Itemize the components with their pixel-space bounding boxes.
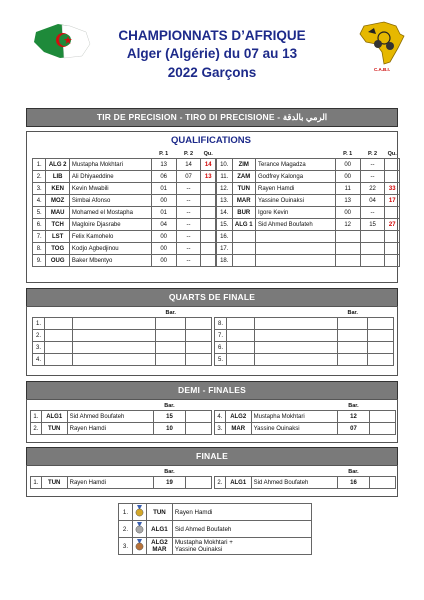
player-name: Simbai Afonso — [69, 195, 151, 207]
empty-cell — [44, 342, 72, 354]
empty-cell — [254, 342, 337, 354]
row-number: 1. — [33, 159, 46, 171]
score-p1 — [335, 255, 360, 267]
player-name: Rayen Hamdi — [256, 183, 336, 195]
bar-header: Bar. — [347, 309, 358, 316]
score-p1: 13 — [335, 195, 360, 207]
empty-cell — [226, 354, 254, 366]
empty-cell — [44, 354, 72, 366]
qu-header: Qu. — [387, 150, 397, 157]
row-number: 10. — [217, 159, 233, 171]
score-qualification — [201, 195, 216, 207]
score-p2: -- — [176, 243, 201, 255]
quarts-row — [215, 342, 394, 354]
finale-banner: FINALE — [26, 447, 398, 466]
row-number: 3. — [215, 423, 226, 435]
score-p2: -- — [176, 255, 201, 267]
country-code: TCH — [46, 219, 69, 231]
player-name: Ali Dhiyaeddine — [69, 171, 151, 183]
empty-cell — [156, 330, 186, 342]
score-qualification — [385, 159, 400, 171]
player-name: Godfrey Kalonga — [256, 171, 336, 183]
quarts-left-table — [32, 308, 212, 366]
empty-cell — [226, 342, 254, 354]
score-p1: 11 — [335, 183, 360, 195]
qualification-row — [33, 243, 216, 255]
event-year-category: 2022 Garçons — [167, 65, 257, 80]
score-p1: 13 — [151, 159, 176, 171]
qualification-row — [33, 195, 216, 207]
score-qualification — [201, 255, 216, 267]
podium-name: Sid Ahmed Boufateh — [172, 521, 311, 538]
player-name: Igore Kevin — [256, 207, 336, 219]
country-code: ALG1 — [41, 411, 67, 423]
country-code — [232, 243, 255, 255]
medal-cell — [132, 504, 146, 521]
bronze-medal-icon — [135, 546, 144, 553]
player-name: Magloire Djasrabe — [69, 219, 151, 231]
score-p2 — [360, 255, 385, 267]
country-code — [232, 255, 255, 267]
demi-row — [31, 423, 212, 435]
empty-cell — [186, 342, 212, 354]
empty-cell — [368, 342, 394, 354]
empty-cell — [72, 342, 155, 354]
player-name: Yassine Ouinaksi — [251, 423, 337, 435]
score-p1: 04 — [151, 219, 176, 231]
qualifications-title: QUALIFICATIONS — [170, 135, 252, 146]
finale-left-name: Rayen Hamdi — [67, 477, 153, 489]
score-qualification — [385, 171, 400, 183]
qualifications-left-table — [32, 149, 216, 267]
quarts-row — [215, 330, 394, 342]
score-p2: -- — [176, 183, 201, 195]
qualification-row — [217, 207, 400, 219]
player-name — [256, 243, 336, 255]
score-p1: 12 — [335, 219, 360, 231]
country-code: ALG2 — [225, 411, 251, 423]
player-name: Terance Magadza — [256, 159, 336, 171]
finale-right-table — [214, 467, 396, 489]
qualification-row — [217, 219, 400, 231]
empty-cell — [254, 330, 337, 342]
qualification-row — [217, 255, 400, 267]
podium-table — [118, 503, 312, 555]
empty-cell — [156, 342, 186, 354]
row-number: 8. — [215, 318, 227, 330]
score-p1: 01 — [151, 207, 176, 219]
p2-header: P. 2 — [184, 150, 194, 157]
bar-header: Bar. — [164, 402, 175, 409]
country-code: OUG — [46, 255, 69, 267]
score-qualification: 13 — [201, 171, 216, 183]
qualification-row — [33, 219, 216, 231]
qualifications-right-table — [216, 149, 400, 267]
empty-cell — [338, 318, 368, 330]
score-p2: -- — [360, 207, 385, 219]
empty-cell — [338, 330, 368, 342]
player-name: Sid Ahmed Boufateh — [67, 411, 153, 423]
score-qualification — [385, 231, 400, 243]
page-title: CHAMPIONNATS D’AFRIQUE — [118, 28, 306, 43]
demi-left-table — [30, 401, 212, 435]
finale-right-code: ALG1 — [225, 477, 251, 489]
score-p1: 00 — [335, 171, 360, 183]
row-number: 5. — [33, 207, 46, 219]
empty-cell — [338, 342, 368, 354]
score-qualification: 17 — [385, 195, 400, 207]
medal-cell — [132, 538, 146, 555]
country-code: KEN — [46, 183, 69, 195]
p1-header: P. 1 — [343, 150, 353, 157]
empty-cell — [370, 423, 396, 435]
podium-name: Rayen Hamdi — [172, 504, 311, 521]
event-location-dates: Alger (Algérie) du 07 au 13 — [126, 46, 298, 61]
score-qualification: 33 — [385, 183, 400, 195]
player-name — [256, 231, 336, 243]
row-number: 12. — [217, 183, 233, 195]
podium-rank: 3. — [119, 538, 133, 555]
row-number: 2. — [33, 330, 45, 342]
row-number: 13. — [217, 195, 233, 207]
score-p2: 22 — [360, 183, 385, 195]
bar-header: Bar. — [348, 402, 359, 409]
score-p1 — [335, 243, 360, 255]
row-number: 7. — [215, 330, 227, 342]
quarts-row — [215, 318, 394, 330]
empty-cell — [186, 318, 212, 330]
score-qualification — [385, 207, 400, 219]
medal-cell — [132, 521, 146, 538]
quarts-right-table — [214, 308, 394, 366]
row-number: 4. — [33, 354, 45, 366]
qualification-row — [217, 231, 400, 243]
empty-cell — [72, 354, 155, 366]
quarts-row — [33, 342, 212, 354]
score-p1: 06 — [151, 171, 176, 183]
player-name: Baker Mbentyo — [69, 255, 151, 267]
empty-cell — [338, 354, 368, 366]
qualification-row — [217, 171, 400, 183]
empty-cell — [72, 330, 155, 342]
qualification-row — [33, 171, 216, 183]
score-p2: -- — [176, 231, 201, 243]
country-code: MOZ — [46, 195, 69, 207]
empty-cell — [186, 354, 212, 366]
empty-cell — [186, 330, 212, 342]
qu-header: Qu. — [203, 150, 213, 157]
row-number: 17. — [217, 243, 233, 255]
empty-cell — [156, 354, 186, 366]
qualification-row — [33, 159, 216, 171]
row-number: 1. — [31, 411, 42, 423]
qualification-row — [217, 243, 400, 255]
score-qualification: 27 — [385, 219, 400, 231]
score-p1: 00 — [151, 255, 176, 267]
empty-cell — [368, 330, 394, 342]
logo-text: C.A.B.I. — [373, 67, 390, 72]
empty-cell — [72, 318, 155, 330]
row-number: 6. — [33, 219, 46, 231]
player-name: Mustapha Mokhtari — [251, 411, 337, 423]
player-name: Mohamed el Mostapha — [69, 207, 151, 219]
country-code: BUR — [232, 207, 255, 219]
p2-header: P. 2 — [368, 150, 378, 157]
score-p2 — [360, 231, 385, 243]
bar-header: Bar. — [164, 468, 175, 475]
country-code: MAR — [232, 195, 255, 207]
country-code: TUN — [41, 423, 67, 435]
precision-banner: TIR DE PRECISION - TIRO DI PRECISIONE - الرمي بالدقة — [26, 108, 398, 127]
qualification-row — [217, 195, 400, 207]
bar-score: 10 — [153, 423, 185, 435]
empty-cell — [226, 318, 254, 330]
score-p2: -- — [360, 171, 385, 183]
score-p2 — [360, 243, 385, 255]
row-number: 14. — [217, 207, 233, 219]
bar-header: Bar. — [348, 468, 359, 475]
qualification-row — [33, 255, 216, 267]
podium-country: ALG2 MAR — [146, 538, 172, 555]
score-p2: -- — [176, 195, 201, 207]
qualification-row — [33, 231, 216, 243]
podium-name: Mustapha Mokhtari + Yassine Ouinaksi — [172, 538, 311, 555]
row-number: 9. — [33, 255, 46, 267]
demi-right-table — [214, 401, 396, 435]
demi-banner: DEMI - FINALES — [26, 381, 398, 400]
country-code: ALG 1 — [232, 219, 255, 231]
podium-row — [119, 538, 312, 555]
finale-right-name: Sid Ahmed Boufateh — [251, 477, 337, 489]
quarts-banner: QUARTS DE FINALE — [26, 288, 398, 307]
qualification-row — [217, 159, 400, 171]
country-code: TUN — [232, 183, 255, 195]
finale-right-rank: 2. — [215, 477, 226, 489]
row-number: 4. — [33, 195, 46, 207]
quarts-row — [33, 354, 212, 366]
score-qualification — [201, 231, 216, 243]
country-code — [232, 231, 255, 243]
score-p2: -- — [360, 159, 385, 171]
empty-cell — [156, 318, 186, 330]
finale-left-table — [30, 467, 212, 489]
country-code: LST — [46, 231, 69, 243]
player-name: Kevin Mwabili — [69, 183, 151, 195]
podium-country: ALG1 — [146, 521, 172, 538]
player-name: Felix Kamohelo — [69, 231, 151, 243]
country-code: TOG — [46, 243, 69, 255]
score-p2: 07 — [176, 171, 201, 183]
score-p1: 00 — [335, 207, 360, 219]
row-number: 3. — [33, 342, 45, 354]
country-code: MAR — [225, 423, 251, 435]
player-name: Mustapha Mokhtari — [69, 159, 151, 171]
qualification-row — [33, 183, 216, 195]
empty-cell — [368, 354, 394, 366]
score-p2: 04 — [360, 195, 385, 207]
row-number: 2. — [33, 171, 46, 183]
podium-row — [119, 521, 312, 538]
empty-cell — [44, 318, 72, 330]
score-qualification — [201, 183, 216, 195]
score-p1: 00 — [151, 231, 176, 243]
player-name: Kodjo Agbedjinou — [69, 243, 151, 255]
score-p1: 00 — [335, 159, 360, 171]
empty-cell — [254, 318, 337, 330]
score-qualification — [201, 219, 216, 231]
finale-left-code: TUN — [41, 477, 67, 489]
bar-header: Bar. — [165, 309, 176, 316]
score-qualification — [201, 207, 216, 219]
row-number: 1. — [33, 318, 45, 330]
score-p1: 01 — [151, 183, 176, 195]
row-number: 16. — [217, 231, 233, 243]
bar-score: 15 — [153, 411, 185, 423]
score-p2: -- — [176, 207, 201, 219]
podium-rank: 1. — [119, 504, 133, 521]
score-p2: 14 — [176, 159, 201, 171]
podium-row — [119, 504, 312, 521]
player-name — [256, 255, 336, 267]
empty-cell — [226, 330, 254, 342]
country-code: ZAM — [232, 171, 255, 183]
empty-cell — [44, 330, 72, 342]
country-code: ALG 2 — [46, 159, 69, 171]
row-number: 2. — [31, 423, 42, 435]
score-qualification — [385, 255, 400, 267]
country-code: MAU — [46, 207, 69, 219]
row-number: 4. — [215, 411, 226, 423]
finale-left-rank: 1. — [31, 477, 42, 489]
bar-score: 07 — [337, 423, 369, 435]
player-name: Sid Ahmed Boufateh — [256, 219, 336, 231]
podium-rank: 2. — [119, 521, 133, 538]
row-number: 8. — [33, 243, 46, 255]
empty-cell — [254, 354, 337, 366]
score-p2: -- — [176, 219, 201, 231]
demi-row — [215, 423, 396, 435]
finale-right-bar: 16 — [337, 477, 369, 489]
score-p2: 15 — [360, 219, 385, 231]
row-number: 7. — [33, 231, 46, 243]
qualification-row — [33, 207, 216, 219]
score-p1: 00 — [151, 195, 176, 207]
row-number: 18. — [217, 255, 233, 267]
row-number: 15. — [217, 219, 233, 231]
empty-cell — [186, 411, 212, 423]
demi-row — [31, 411, 212, 423]
score-qualification — [385, 243, 400, 255]
country-code: ZIM — [232, 159, 255, 171]
p1-header: P. 1 — [159, 150, 169, 157]
row-number: 5. — [215, 354, 227, 366]
score-qualification — [201, 243, 216, 255]
silver-medal-icon — [135, 529, 144, 536]
row-number: 3. — [33, 183, 46, 195]
row-number: 11. — [217, 171, 233, 183]
finale-left-bar: 19 — [153, 477, 185, 489]
quarts-row — [33, 318, 212, 330]
score-qualification: 14 — [201, 159, 216, 171]
empty-cell — [186, 423, 212, 435]
demi-row — [215, 411, 396, 423]
quarts-row — [33, 330, 212, 342]
qualification-row — [217, 183, 400, 195]
country-code: LIB — [46, 171, 69, 183]
gold-medal-icon — [135, 512, 144, 519]
quarts-row — [215, 354, 394, 366]
empty-cell — [368, 318, 394, 330]
score-p1: 00 — [151, 243, 176, 255]
empty-cell — [370, 411, 396, 423]
row-number: 6. — [215, 342, 227, 354]
podium-country: TUN — [146, 504, 172, 521]
player-name: Rayen Hamdi — [67, 423, 153, 435]
bar-score: 12 — [337, 411, 369, 423]
player-name: Yassine Ouinaksi — [256, 195, 336, 207]
score-p1 — [335, 231, 360, 243]
